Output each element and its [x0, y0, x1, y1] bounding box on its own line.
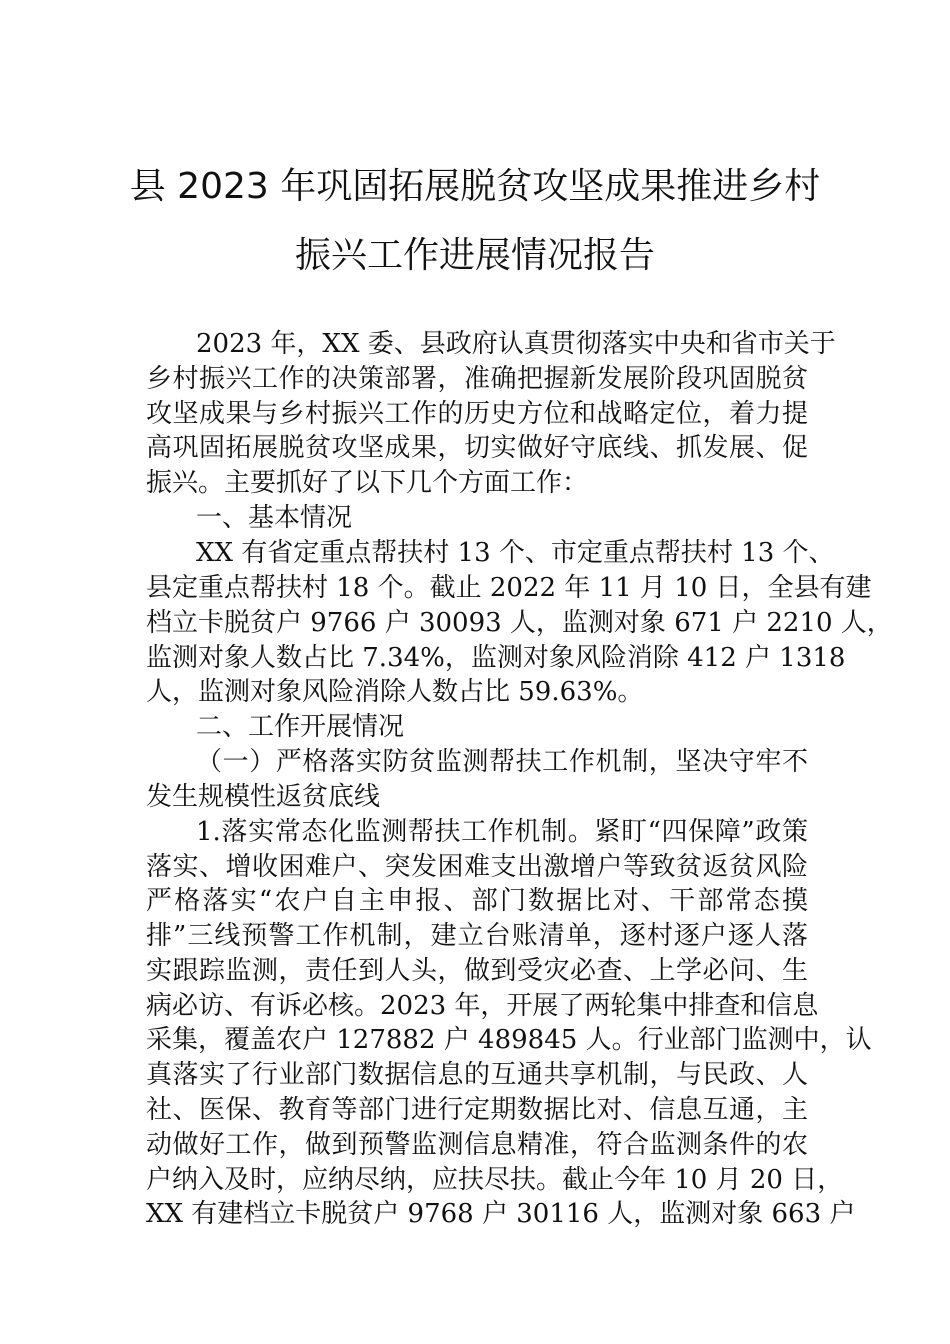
paragraph-line: XX 有省定重点帮扶村 13 个、市定重点帮扶村 13 个、 — [196, 538, 835, 568]
paragraph-line: 病必访、有诉必核。2023 年，开展了两轮集中排查和信息 — [146, 991, 819, 1021]
paragraph-line: 排”三线预警工作机制，建立台账清单，逐村逐户逐人落 — [146, 921, 808, 951]
paragraph-line: 人，监测对象风险消除人数占比 59.63%。 — [146, 677, 644, 707]
paragraph-line: 乡村振兴工作的决策部署，准确把握新发展阶段巩固脱贫 — [146, 364, 808, 394]
paragraph-line: 2023 年，XX 委、县政府认真贯彻落实中央和省市关于 — [196, 329, 836, 359]
paragraph-line: 动做好工作，做到预警监测信息精准，符合监测条件的农 — [146, 1130, 808, 1160]
section-heading: 二、工作开展情况 — [196, 712, 405, 742]
document-title-line-1: 县 2023 年巩固拓展脱贫攻坚成果推进乡村 — [129, 166, 821, 207]
paragraph-line: 监测对象人数占比 7.34%，监测对象风险消除 412 户 1318 — [146, 643, 846, 673]
paragraph-line: 档立卡脱贫户 9766 户 30093 人，监测对象 671 户 2210 人， — [146, 608, 893, 638]
document-title-line-2: 振兴工作进展情况报告 — [294, 235, 655, 276]
paragraph-line: 户纳入及时，应纳尽纳，应扶尽扶。截止今年 10 月 20 日， — [146, 1165, 844, 1195]
subsection-heading-line: （一）严格落实防贫监测帮扶工作机制，坚决守牢不 — [196, 747, 808, 777]
paragraph-line: 真落实了行业部门数据信息的互通共享机制，与民政、人 — [146, 1060, 808, 1090]
paragraph-line: 落实、增收困难户、突发困难支出激增户等致贫返贫风险 — [146, 852, 808, 882]
paragraph-line: XX 有建档立卡脱贫户 9768 户 30116 人，监测对象 663 户 — [146, 1199, 856, 1229]
paragraph-line: 攻坚成果与乡村振兴工作的历史方位和战略定位，着力提 — [146, 399, 808, 429]
paragraph-line: 社、医保、教育等部门进行定期数据比对、信息互通，主 — [146, 1095, 808, 1125]
subsection-heading-line: 发生规模性返贫底线 — [146, 782, 381, 812]
paragraph-line: 严格落实“农户自主申报、部门数据比对、干部常态摸 — [146, 886, 808, 916]
paragraph-line: 高巩固拓展脱贫攻坚成果，切实做好守底线、抓发展、促 — [146, 433, 808, 463]
paragraph-line: 1.落实常态化监测帮扶工作机制。紧盯“四保障”政策 — [196, 817, 808, 847]
paragraph-line: 采集，覆盖农户 127882 户 489845 人。行业部门监测中，认 — [146, 1025, 872, 1055]
paragraph-line: 县定重点帮扶村 18 个。截止 2022 年 11 月 10 日，全县有建 — [146, 573, 872, 603]
paragraph-line: 振兴。主要抓好了以下几个方面工作： — [146, 468, 589, 498]
section-heading: 一、基本情况 — [196, 503, 353, 533]
paragraph-line: 实跟踪监测，责任到人头，做到受灾必查、上学必问、生 — [146, 956, 808, 986]
